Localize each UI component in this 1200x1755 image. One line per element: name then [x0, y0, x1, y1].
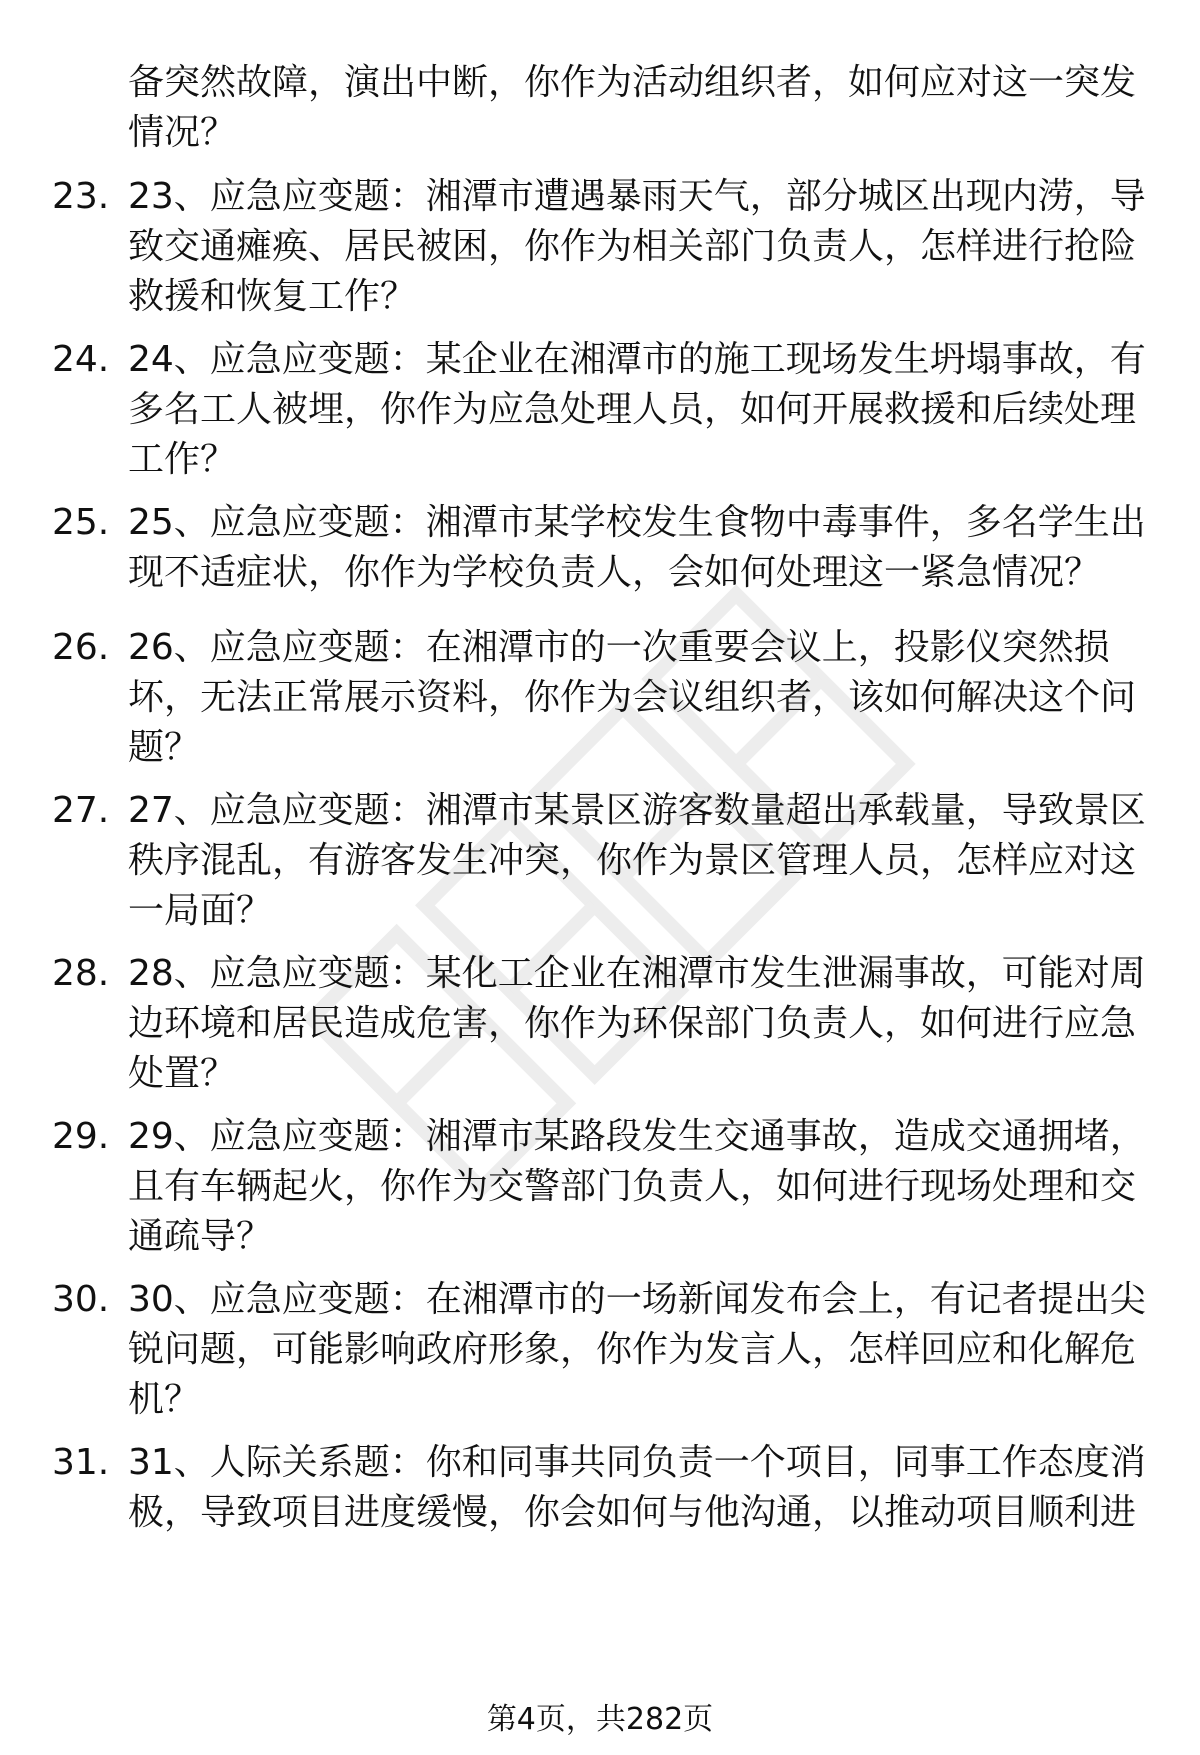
item-number: 23.: [52, 176, 110, 217]
item-number: 26.: [52, 627, 110, 668]
item-number: 29.: [52, 1116, 110, 1157]
item-number: 25.: [52, 502, 110, 543]
item-number: 27.: [52, 790, 110, 831]
item-text: 29、应急应变题：湘潭市某路段发生交通事故，造成交通拥堵，且有车辆起火，你作为交警部门负责人，如何进行现场处理和交通疏导？: [128, 1116, 1146, 1257]
item-number: 24.: [52, 339, 110, 380]
item-number: 28.: [52, 953, 110, 994]
item-text: 27、应急应变题：湘潭市某景区游客数量超出承载量，导致景区秩序混乱，有游客发生冲突，你作为景区管理人员，怎样应对这一局面？: [128, 790, 1146, 931]
item-text: 28、应急应变题：某化工企业在湘潭市发生泄漏事故，可能对周边环境和居民造成危害，你作为环保部门负责人，如何进行应急处置？: [128, 953, 1146, 1094]
item-text: 31、人际关系题：你和同事共同负责一个项目，同事工作态度消极，导致项目进度缓慢，你会如何与他沟通，以推动项目顺利进: [128, 1442, 1146, 1533]
continued-question-text: 备突然故障，演出中断，你作为活动组织者，如何应对这一突发情况？: [128, 62, 1137, 153]
item-number: 30.: [52, 1279, 110, 1320]
page-footer: 第4页，共282页: [486, 1702, 714, 1737]
item-text: 23、应急应变题：湘潭市遭遇暴雨天气，部分城区出现内涝，导致交通瘫痪、居民被困，你作为相关部门负责人，怎样进行抢险救援和恢复工作？: [128, 176, 1146, 317]
item-text: 30、应急应变题：在湘潭市的一场新闻发布会上，有记者提出尖锐问题，可能影响政府形象，你作为发言人，怎样回应和化解危机？: [128, 1279, 1146, 1420]
item-text: 26、应急应变题：在湘潭市的一次重要会议上，投影仪突然损坏，无法正常展示资料，你作为会议组织者，该如何解决这个问题？: [128, 627, 1137, 768]
item-text: 25、应急应变题：湘潭市某学校发生食物中毒事件，多名学生出现不适症状，你作为学校负责人，会如何处理这一紧急情况？: [128, 502, 1146, 593]
item-number: 31.: [52, 1442, 110, 1483]
item-text: 24、应急应变题：某企业在湘潭市的施工现场发生坍塌事故，有多名工人被埋，你作为应急处理人员，如何开展救援和后续处理工作？: [128, 339, 1146, 480]
